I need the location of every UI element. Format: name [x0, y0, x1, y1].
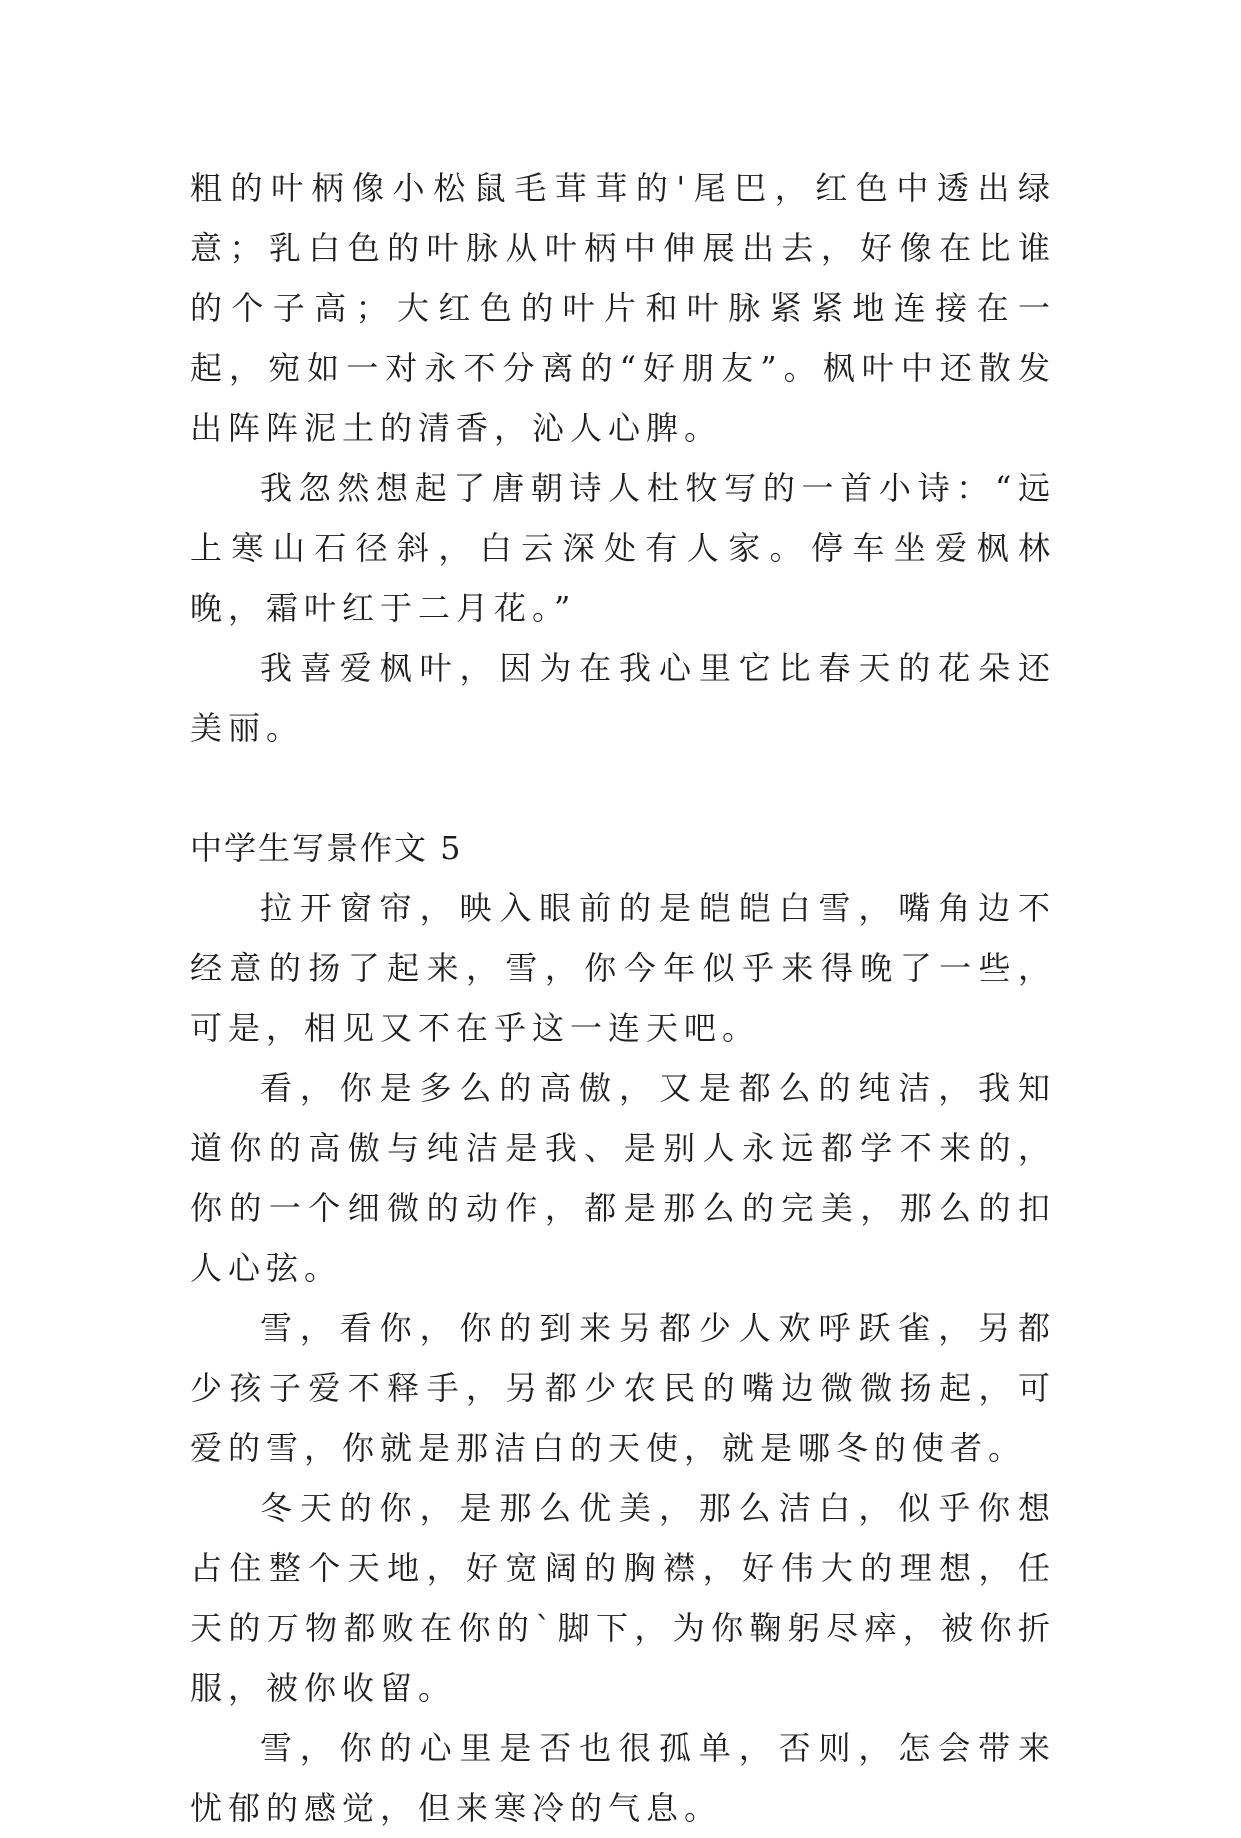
section-title: 中学生写景作文 5: [190, 829, 463, 867]
paragraph-winter-beauty: 冬天的你，是那么优美，那么洁白，似乎你想占住整个天地，好宽阔的胸襟，好伟大的理想，任天的万物都败在你的`脚下，为你鞠躬尽瘁，被你折服，被你收留。: [190, 1489, 1056, 1707]
paragraph-maple-leaf-description: 粗的叶柄像小松鼠毛茸茸的'尾巴，红色中透出绿意；乳白色的叶脉从叶柄中伸展出去，好像在比谁的个子高；大红色的叶片和叶脉紧紧地连接在一起，宛如一对永不分离的“好朋友”。枫叶中还散发出阵阵泥土的清香，沁人心脾。: [190, 169, 1056, 447]
paragraph-love-maple: 我喜爱枫叶，因为在我心里它比春天的花朵还美丽。: [190, 649, 1056, 747]
paragraph-proud-pure: 看，你是多么的高傲，又是都么的纯洁，我知道你的高傲与纯洁是我、是别人永远都学不来的，你的一个细微的动作，都是那么的完美，那么的扣人心弦。: [190, 1069, 1056, 1287]
paragraph-open-curtain: 拉开窗帘，映入眼前的是皑皑白雪，嘴角边不经意的扬了起来，雪，你今年似乎来得晚了一些，可是，相见又不在乎这一连天吧。: [190, 889, 1056, 1047]
paragraph-lonely-snow: 雪，你的心里是否也很孤单，否则，怎会带来忧郁的感觉，但来寒冷的气息。: [190, 1729, 1056, 1827]
paragraph-snow-arrival: 雪，看你，你的到来另都少人欢呼跃雀，另都少孩子爱不释手，另都少农民的嘴边微微扬起，可爱的雪，你就是那洁白的天使，就是哪冬的使者。: [190, 1309, 1056, 1467]
paragraph-poem-quote: 我忽然想起了唐朝诗人杜牧写的一首小诗：“远上寒山石径斜，白云深处有人家。停车坐爱枫林晚，霜叶红于二月花。”: [190, 469, 1056, 627]
document-body: [190, 158, 1056, 1838]
